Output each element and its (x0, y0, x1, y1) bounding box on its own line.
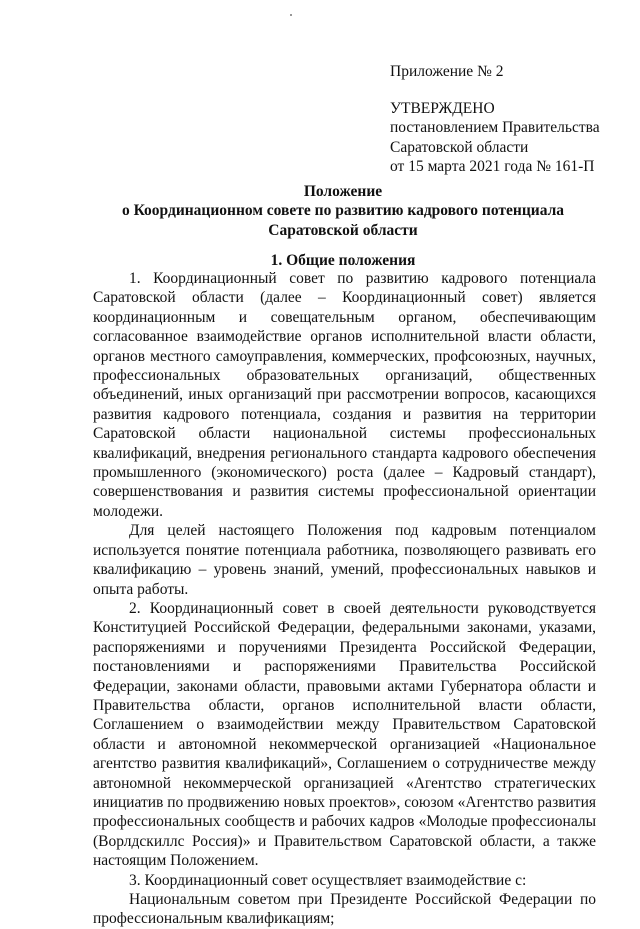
approval-line-1: постановлением Правительства (390, 119, 600, 137)
scan-speck (290, 14, 292, 16)
paragraph-4: 3. Координационный совет осуществляет взаимодействие с: (129, 871, 527, 889)
appendix-number: Приложение № 2 (390, 63, 504, 80)
paragraph-1: 1. Координационный совет по развитию кадрового потенциала Саратовской области (далее – Координационный совет) является координационным и совещательным органом, обеспечивающим согласованное взаимодействие органов исполнительной власти области, органов местного самоуправления, коммерческих, профсоюзных, научных, профессиональных образовательных организаций, общественных объединений, иных организаций при рассмотрении вопросов, касающихся развития кадрового потенциала, создания и развития на территории Саратовской области национальной системы профессиональных квалификаций, внедрения регионального стандарта кадрового обеспечения промышленного (экономического) роста (далее – Кадровый стандарт), совершенствования и развития системы профессиональной ориентации молодежи. (93, 270, 596, 520)
approval-stamp (390, 99, 620, 177)
paragraph-5: Национальным советом при Президенте Российской Федерации по профессиональным квалификациям; (93, 891, 596, 928)
document-title (90, 182, 596, 271)
title-line-3: Саратовской области (268, 221, 418, 239)
approved-label: УТВЕРЖДЕНО (390, 100, 495, 117)
title-line-2: о Координационном совете по развитию кадрового потенциала (121, 202, 565, 220)
section-body (93, 269, 596, 929)
appendix-label (390, 62, 620, 81)
paragraph-3: 2. Координационный совет в своей деятельности руководствуется Конституцией Российской Федерации, федеральными законами, указами, распоряжениями и поручениями Президента Российской Федерации, постановлениями и распоряжениями Правительства Российской Федерации, законами области, правовыми актами Губернатора области и Правительства области, органов исполнительной власти области, Соглашением о взаимодействии между Правительством Саратовской области и автономной некоммерческой организацией «Национальное агентство развития квалификаций», Соглашением о сотрудничестве между автономной некоммерческой организацией «Агентство стратегических инициатив по продвижению новых проектов», союзом «Агентство развития профессиональных сообществ и рабочих кадров «Молодые профессионалы (Ворлдскиллс Россия)» и Правительством Саратовской области, а также настоящим Положением. (93, 599, 596, 870)
approval-line-2: Саратовской области (390, 138, 529, 156)
approval-line-3: от 15 марта 2021 года № 161-П (390, 158, 595, 176)
section-heading: 1. Общие положения (270, 252, 416, 270)
paragraph-2: Для целей настоящего Положения под кадровым потенциалом используется понятие потенциала работника, позволяющего развивать его квалификацию – уровень знаний, умений, профессиональных навыков и опыта работы. (93, 522, 596, 598)
title-line-1: Положение (303, 183, 383, 200)
